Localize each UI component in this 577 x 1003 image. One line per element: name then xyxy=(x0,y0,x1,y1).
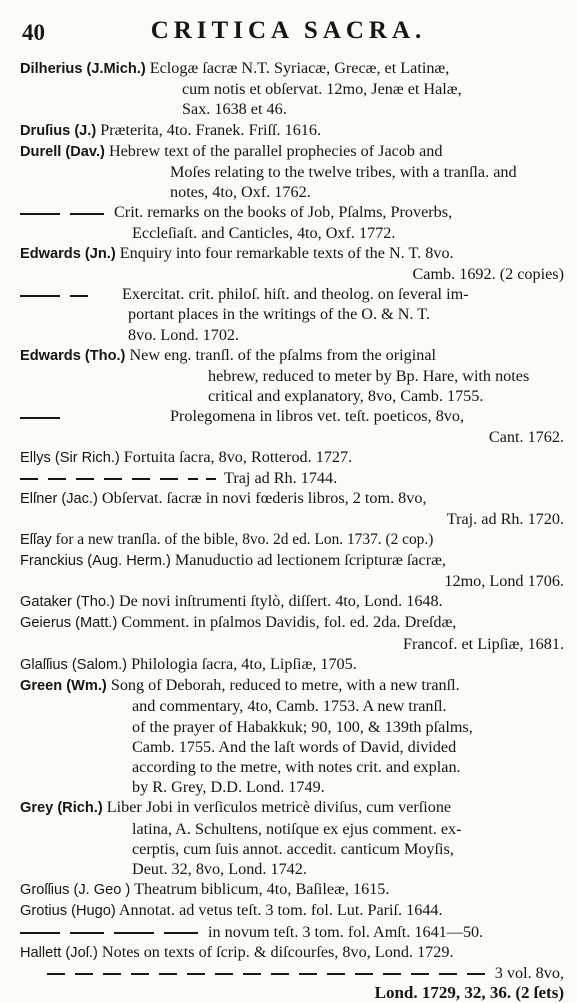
entry-franckius xyxy=(20,550,568,591)
entry-text: according to the metre, with notes crit. and explan. xyxy=(132,757,461,776)
entry-text: notes, 4to, Oxf. 1762. xyxy=(170,183,311,202)
ditto-dash xyxy=(411,973,429,975)
ditto-dash xyxy=(132,478,150,480)
entry-geierus xyxy=(20,612,568,653)
ditto-dash xyxy=(439,973,457,975)
ditto-dash xyxy=(70,932,104,934)
entry-text: Camb. 1692. (2 copies) xyxy=(412,265,564,284)
entry-text: Enquiry into four remarkable texts of the N. T. 8vo. xyxy=(119,243,454,262)
ditto-dash xyxy=(20,478,38,480)
entry-ellys xyxy=(20,447,568,488)
entry-author: Dilherius (J.Mich.) xyxy=(20,61,146,77)
ditto-dash xyxy=(75,973,93,975)
entry-grey xyxy=(20,797,568,879)
ditto-dash xyxy=(206,478,216,480)
entry-text: Traj ad Rh. 1744. xyxy=(224,469,338,488)
page-number: 40 xyxy=(22,20,45,45)
entry-text: New eng. tranſl. of the pſalms from the original xyxy=(129,345,437,364)
entry-text: Notes on texts of ſcrip. & diſcourſes, 8vo, Lond. 1729. xyxy=(101,942,454,961)
entry-text: critical and explanatory, 8vo, Camb. 1755. xyxy=(208,387,484,406)
ditto-dash xyxy=(20,213,60,215)
entry-text: 8vo. Lond. 1702. xyxy=(128,325,240,344)
entry-author: Gataker (Tho.) xyxy=(20,594,115,611)
entry-text: in novum teſt. 3 tom. fol. Amſt. 1641—50. xyxy=(208,922,484,941)
entry-author: Franckius (Aug. Herm.) xyxy=(20,552,171,569)
entry-text: Eclogæ ſacræ N.T. Syriacæ, Grecæ, et Latinæ, xyxy=(149,59,450,77)
ditto-dash xyxy=(20,932,60,934)
entry-author: Durell (Dav.) xyxy=(20,143,105,160)
entry-text: Liber Jobi in verſiculos metricè diviſus, cum verſione xyxy=(106,798,452,817)
entry-text: Deut. 32, 8vo, Lond. 1742. xyxy=(132,859,307,878)
entry-text: Cant. 1762. xyxy=(488,427,564,446)
entry-text: Camb. 1755. And the laſt words of David, divided xyxy=(132,737,457,756)
entry-text: of the prayer of Habakkuk; 90, 100, & 139th pſalms, xyxy=(132,717,473,736)
entry-author: Geierus (Matt.) xyxy=(20,615,118,632)
ditto-dash xyxy=(48,478,66,480)
ditto-dash xyxy=(188,478,198,480)
entry-author: Groſſius (J. Geo ) xyxy=(20,882,131,899)
entry-text: Lond. 1729, 32, 36. (2 ſets) xyxy=(374,983,564,1003)
running-title: CRITICA SACRA. xyxy=(150,17,427,44)
entry-text: Annotat. ad vetus teſt. 3 tom. fol. Lut. Pariſ. 1644. xyxy=(118,901,443,920)
entry-author: Edwards (Jn.) xyxy=(20,245,116,262)
ditto-dash xyxy=(299,973,317,975)
entry-hallett xyxy=(20,942,568,1003)
ditto-dash xyxy=(70,295,88,297)
entry-text: Exercitat. crit. philoſ. hiſt. and theolog. on ſeveral im- xyxy=(122,285,469,304)
entry-text: De novi inſtrumenti ſtylò, diſſert. 4to, Lond. 1648. xyxy=(118,592,443,611)
entry-text: for a new tranſla. of the bible, 8vo. 2d ed. Lon. 1737. (2 cop.) xyxy=(55,530,434,548)
entry-text: Prolegomena in libros vet. teſt. poeticos, 8vo, xyxy=(170,407,465,426)
entry-text: Moſes relating to the twelve tribes, with a tranſla. and xyxy=(170,163,517,182)
entry-author: Elſner (Jac.) xyxy=(20,491,98,508)
ditto-dash xyxy=(355,973,373,975)
entry-author: Grotius (Hugo) xyxy=(20,903,116,920)
entry-text: Hebrew text of the parallel prophecies of Jacob and xyxy=(108,141,443,160)
entry-text: and commentary, 4to, Camb. 1753. A new tranſl. xyxy=(132,697,447,716)
ditto-dash xyxy=(159,973,177,975)
ditto-dash xyxy=(271,973,289,975)
entry-text: 3 vol. 8vo, xyxy=(494,963,564,982)
ditto-dash xyxy=(131,973,149,975)
entry-text: Theatrum biblicum, 4to, Baſileæ, 1615. xyxy=(134,880,390,899)
entry-text: portant places in the writings of the O. & N. T. xyxy=(128,305,430,324)
entry-text: cerptis, cum ſuis annot. accedit. canticum Moyſis, xyxy=(132,839,454,858)
entry-text: Comment. in pſalmos Davidis, fol. ed. 2da. Dreſdæ, xyxy=(121,613,457,632)
entry-grotius xyxy=(20,900,568,941)
entry-author: Green (Wm.) xyxy=(20,678,107,695)
ditto-dash xyxy=(215,973,233,975)
entry-author: Hallett (Joſ.) xyxy=(20,944,98,961)
entry-text: Philologia ſacra, 4to, Lipſiæ, 1705. xyxy=(131,654,357,673)
entry-author: Ellys (Sir Rich.) xyxy=(20,449,120,466)
entry-elsner xyxy=(20,488,568,529)
entry-green xyxy=(20,675,568,797)
ditto-dash xyxy=(383,973,401,975)
entry-edwards-tho xyxy=(20,345,568,447)
ditto-dash xyxy=(76,478,94,480)
ditto-dash xyxy=(20,417,60,419)
ditto-dash xyxy=(164,932,198,934)
bibliography-list xyxy=(20,58,568,1003)
entry-drusius xyxy=(20,120,568,141)
ditto-dash xyxy=(327,973,345,975)
entry-text: by R. Grey, D.D. Lond. 1749. xyxy=(132,778,325,797)
entry-gataker xyxy=(20,591,568,612)
ditto-dash xyxy=(70,213,104,215)
entry-text: hebrew, reduced to meter by Bp. Hare, with notes xyxy=(208,367,530,386)
entry-essay xyxy=(20,530,568,550)
ditto-dash xyxy=(160,478,178,480)
entry-text: Francof. et Lipſiæ, 1681. xyxy=(403,634,564,653)
entry-text: Manuductio ad lectionem ſcripturæ ſacræ, xyxy=(174,550,446,569)
entry-text: latina, A. Schultens, notiſque ex ejus comment. ex- xyxy=(132,819,462,838)
entry-text: Eccleſiaſt. and Canticles, 4to, Oxf. 1772. xyxy=(132,223,396,242)
entry-text: Song of Deborah, reduced to metre, with a new tranſl. xyxy=(110,676,460,695)
ditto-dash xyxy=(47,973,65,975)
entry-text: Sax. 1638 et 46. xyxy=(182,100,287,119)
page-header xyxy=(0,12,577,48)
entry-text: 12mo, Lond 1706. xyxy=(444,572,564,591)
ditto-dash xyxy=(467,973,485,975)
entry-grossius xyxy=(20,879,568,900)
entry-author: Druſius (J.) xyxy=(20,122,97,139)
entry-text: cum notis et obſervat. 12mo, Jenæ et Halæ, xyxy=(182,80,462,99)
entry-author: Eſſay xyxy=(20,531,52,548)
ditto-dash xyxy=(243,973,261,975)
entry-text: Crit. remarks on the books of Job, Pſalms, Proverbs, xyxy=(114,203,453,222)
ditto-dash xyxy=(104,478,122,480)
ditto-dash xyxy=(103,973,121,975)
entry-dilherius xyxy=(20,58,568,120)
entry-glassius xyxy=(20,654,568,675)
ditto-dash xyxy=(20,295,60,297)
ditto-dash xyxy=(187,973,205,975)
ditto-dash xyxy=(114,932,154,934)
entry-text: Traj. ad Rh. 1720. xyxy=(446,510,564,529)
entry-edwards-jn xyxy=(20,243,568,345)
entry-text: Præterita, 4to. Franek. Friſſ. 1616. xyxy=(100,120,322,139)
entry-author: Edwards (Tho.) xyxy=(20,347,126,364)
entry-author: Grey (Rich.) xyxy=(20,800,103,817)
entry-text: Fortuita ſacra, 8vo, Rotterod. 1727. xyxy=(123,447,353,466)
entry-text: Obſervat. ſacræ in novi fœderis libros, 2 tom. 8vo, xyxy=(101,489,427,508)
entry-author: Glaſſius (Salom.) xyxy=(20,656,128,673)
entry-durell xyxy=(20,141,568,243)
